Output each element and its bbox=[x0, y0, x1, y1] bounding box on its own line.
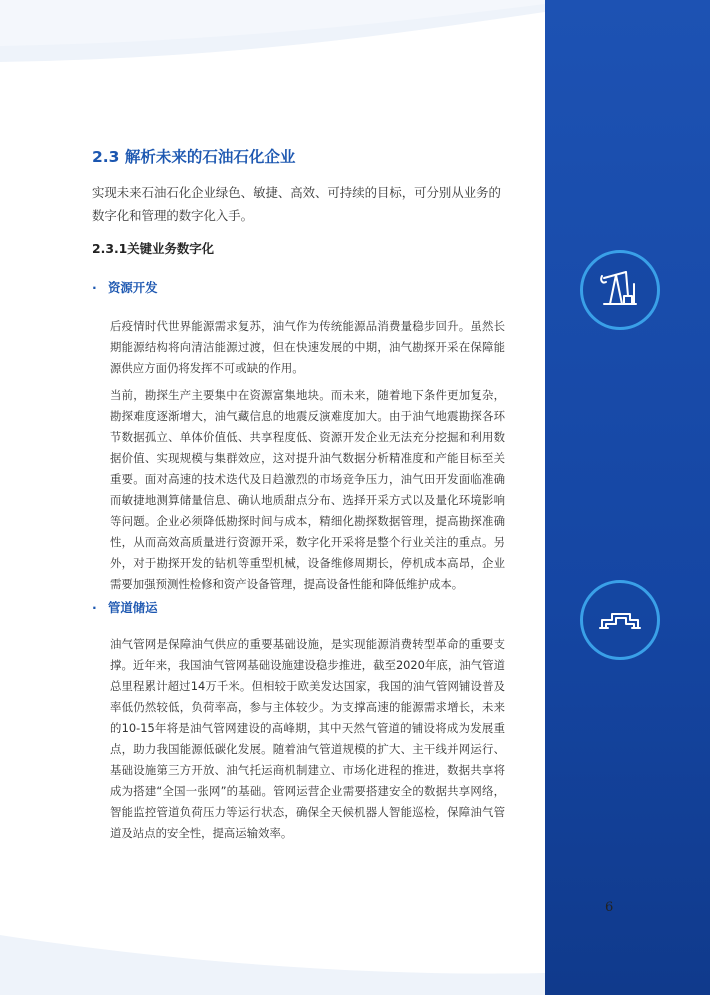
bullet-dot: · bbox=[92, 600, 97, 615]
pipeline-icon bbox=[596, 596, 644, 644]
page-number: 6 bbox=[605, 900, 614, 915]
bottom-wave-decoration bbox=[0, 915, 545, 995]
section-intro: 实现未来石油石化企业绿色、敏捷、高效、可持续的目标，可分别从业务的数字化和管理的数字化入手。 bbox=[92, 185, 501, 223]
resource-icon-badge bbox=[580, 250, 660, 330]
oil-pumpjack-icon bbox=[596, 266, 644, 314]
top-wave-decoration bbox=[0, 0, 545, 70]
sidebar-band bbox=[545, 0, 710, 995]
item-heading-label: 管道储运 bbox=[108, 600, 158, 615]
paragraph-resource-1: 后疫情时代世界能源需求复苏，油气作为传统能源品消费量稳步回升。虽然长期能源结构将向清洁能源过渡，但在快速发展的中期，油气勘探开采在保障能源供应方面仍将发挥不可或缺的作用。 bbox=[110, 319, 505, 375]
item-heading-pipeline bbox=[92, 598, 158, 616]
section-title: 2.3 解析未来的石油石化企业 bbox=[92, 148, 296, 166]
item-heading-label: 资源开发 bbox=[108, 280, 158, 295]
paragraph-resource-2: 当前，勘探生产主要集中在资源富集地块。而未来，随着地下条件更加复杂，勘探难度逐渐增大，油气藏信息的地震反演难度加大。由于油气地震勘探各环节数据孤立、单体价值低、共享程度低、资源开发企业无法充分挖掘和利用数据价值、实现规模与集群效应，这对提升油气数据分析精准度和产能目标至关重要。面对高速的技术迭代及日趋激烈的市场竞争压力，油气田开发面临准确而敏捷地测算储量信息、确认地质甜点分布、选择开采方式以及量化环境影响等问题。企业必须降低勘探时间与成本，精细化勘探数据管理，提高勘探准确性，从而高效高质量进行资源开采，数字化开采将是整个行业关注的重点。另外，对于勘探开发的钻机等重型机械，设备维修周期长，停机成本高昂，企业需要加强预测性检修和资产设备管理，提高设备性能和降低维护成本。 bbox=[110, 388, 505, 591]
pipeline-icon-badge bbox=[580, 580, 660, 660]
subsection-title: 2.3.1关键业务数字化 bbox=[92, 241, 215, 256]
paragraph-pipeline-1: 油气管网是保障油气供应的重要基础设施，是实现能源消费转型革命的重要支撑。近年来，我国油气管网基础设施建设稳步推进，截至2020年底，油气管道总里程累计超过14万千米。但相较于欧美发达国家，我国的油气管网铺设普及率低仍然较低，负荷率高，参与主体较少。为支撑高速的能源需求增长，未来的10-15年将是油气管网建设的高峰期，其中天然气管道的铺设将成为发展重点，助力我国能源低碳化发展。随着油气管道规模的扩大、主干线并网运行、基础设施第三方开放、油气托运商机制建立、市场化进程的推进，数据共享将成为搭建“全国一张网”的基础。管网运营企业需要搭建安全的数据共享网络，智能监控管道负荷压力等运行状态，确保全天候机器人智能巡检，保障油气管道及站点的安全性，提高运输效率。 bbox=[110, 637, 505, 840]
item-heading-resource bbox=[92, 278, 158, 296]
bullet-dot: · bbox=[92, 280, 97, 295]
